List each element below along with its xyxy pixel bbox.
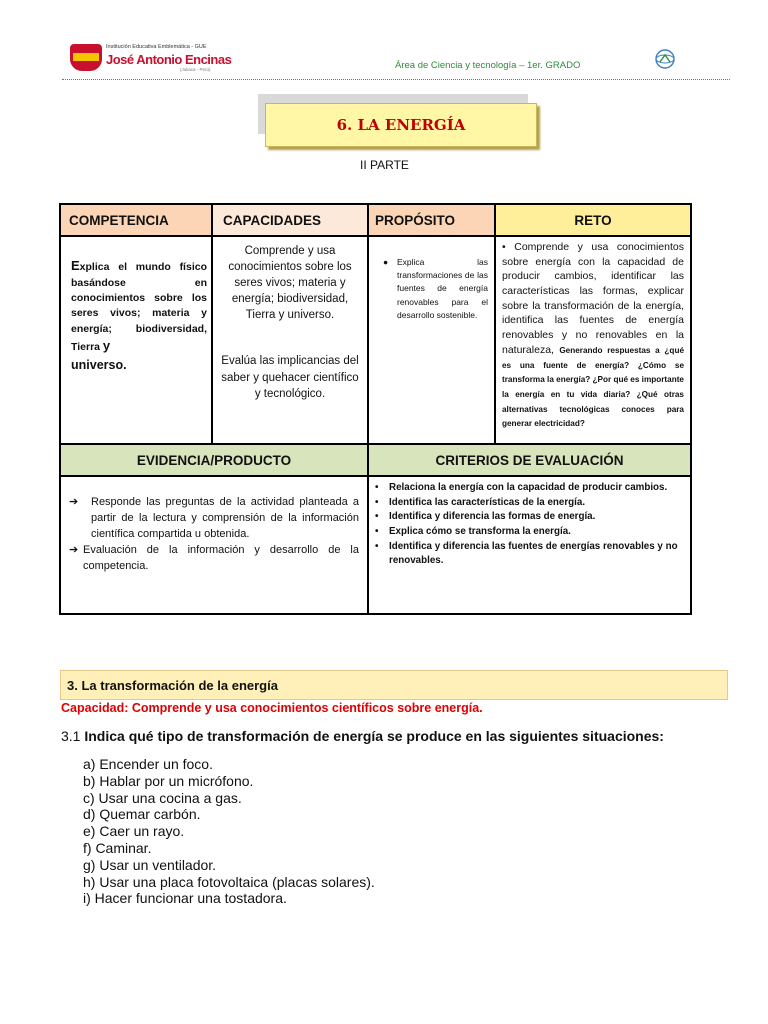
arrow-right-icon: ➔ (69, 496, 79, 508)
criterio-text: Identifica las características de la energía. (389, 496, 586, 508)
bullet-icon: • (375, 540, 379, 552)
competencia-initial: E (71, 258, 80, 273)
criterio-text: Explica cómo se transforma la energía. (389, 526, 571, 538)
competencia-y: y (102, 337, 111, 353)
bullet-icon: • (375, 511, 379, 523)
evidencia-cell (60, 476, 368, 614)
list-item: d) Quemar carbón. (83, 806, 201, 823)
header-criterios: CRITERIOS DE EVALUACIÓN (368, 444, 691, 476)
reto-cell (495, 236, 691, 444)
header-proposito: PROPÓSITO (368, 204, 495, 236)
criterio-item (375, 525, 684, 540)
page-title: 6. LA ENERGÍA (336, 116, 466, 134)
bullet-icon: • (375, 482, 379, 493)
list-item: a) Encender un foco. (83, 756, 213, 772)
header-reto: RETO (495, 204, 691, 236)
logo-institution-line: Institución Educativa Emblemática - GUE (106, 44, 207, 50)
header-capacidades: CAPACIDADES (212, 204, 368, 236)
criterio-item (375, 540, 684, 569)
list-item: h) Usar una placa fotovoltaica (placas solares). (83, 873, 375, 890)
capacidad-line: Capacidad: Comprende y usa conocimientos científicos sobre energía. (61, 701, 483, 715)
school-crest-icon (70, 44, 102, 71)
bullet-icon: • (375, 526, 379, 538)
area-label: Área de Ciencia y tecnología – 1er. GRADO (395, 60, 581, 71)
capacidades-cell (212, 236, 368, 444)
section-heading: 3. La transformación de la energía (60, 670, 728, 700)
criterio-item (375, 510, 684, 525)
header-competencia: COMPETENCIA (60, 204, 212, 236)
question (61, 728, 664, 744)
list-item: b) Hablar por un micrófono. (83, 772, 254, 789)
capacidad-1: Comprende y usa conocimientos sobre los seres vivos; materia y energía; biodiversidad, Tierra y universo. (228, 245, 352, 322)
subtitle: II PARTE (360, 158, 409, 172)
bullet-icon: • (375, 496, 379, 508)
competency-table (59, 203, 692, 615)
list-item: e) Caer un rayo. (83, 823, 185, 840)
header-evidencia: EVIDENCIA/PRODUCTO (60, 444, 368, 476)
evidencia-item (69, 543, 359, 575)
question-number: 3.1 (61, 728, 81, 744)
proposito-cell (368, 236, 495, 444)
reto-bullet-icon: • (502, 241, 506, 253)
competencia-cell (60, 236, 212, 444)
list-item: c) Usar una cocina a gas. (83, 789, 242, 806)
competencia-text: xplica el mundo físico basándose en conocimientos sobre los seres vivos; materia y energía; biodiversidad, Tierra (71, 261, 207, 353)
evidencia-text: Responde las preguntas de la actividad planteada a partir de la lectura y comprensión de la información científica compartida u obtenida. (91, 496, 359, 540)
science-globe-icon (654, 48, 676, 70)
proposito-bullet-icon: ● (383, 257, 389, 267)
school-logo (68, 42, 232, 74)
proposito-text: Explica las transformaciones de las fuentes de energía renovables para el desarrollo sostenible. (397, 257, 488, 320)
capacidad-2: Evalúa las implicancias del saber y quehacer científico y tecnológico. (221, 355, 359, 400)
criterio-text: Relaciona la energía con la capacidad de producir cambios. (389, 482, 668, 493)
criterios-cell (368, 476, 691, 614)
competencia-end: universo. (71, 357, 127, 372)
evidencia-text: Evaluación de la información y desarrollo de la competencia. (83, 543, 359, 572)
logo-location: (Juliaca - Perú) (180, 67, 211, 72)
question-text: Indica qué tipo de transformación de energía se produce en las siguientes situaciones: (84, 728, 664, 744)
header-divider (62, 79, 730, 80)
list-item: f) Caminar. (83, 839, 152, 856)
criterio-text: Identifica y diferencia las fuentes de energías renovables y no renovables. (389, 540, 678, 567)
arrow-right-icon: ➔ (69, 543, 79, 556)
reto-questions: Generando respuestas a ¿qué es una fuente de energía? ¿Cómo se transforma la energía? ¿Por qué es importante la energía en tu vida diaria? ¿Qué otras alternativas tecnológicas conoces para generar electricidad? (502, 345, 684, 429)
situation-list (83, 756, 375, 907)
criterio-item (375, 496, 684, 511)
reto-main-text: Comprende y usa conocimientos sobre energía con la capacidad de producir cambios, identificar las características las formas, explicar sobre la transformación de la energía, identifica las fuentes de energía renovables y no renovables en la naturaleza, (502, 241, 684, 356)
criterio-item (375, 481, 684, 496)
evidencia-item (69, 495, 359, 543)
list-item: g) Usar un ventilador. (83, 856, 217, 873)
logo-school-name: José Antonio Encinas (106, 52, 232, 67)
list-item: i) Hacer funcionar una tostadora. (83, 890, 287, 907)
page-title-box (265, 103, 537, 147)
criterio-text: Identifica y diferencia las formas de energía. (389, 511, 596, 523)
